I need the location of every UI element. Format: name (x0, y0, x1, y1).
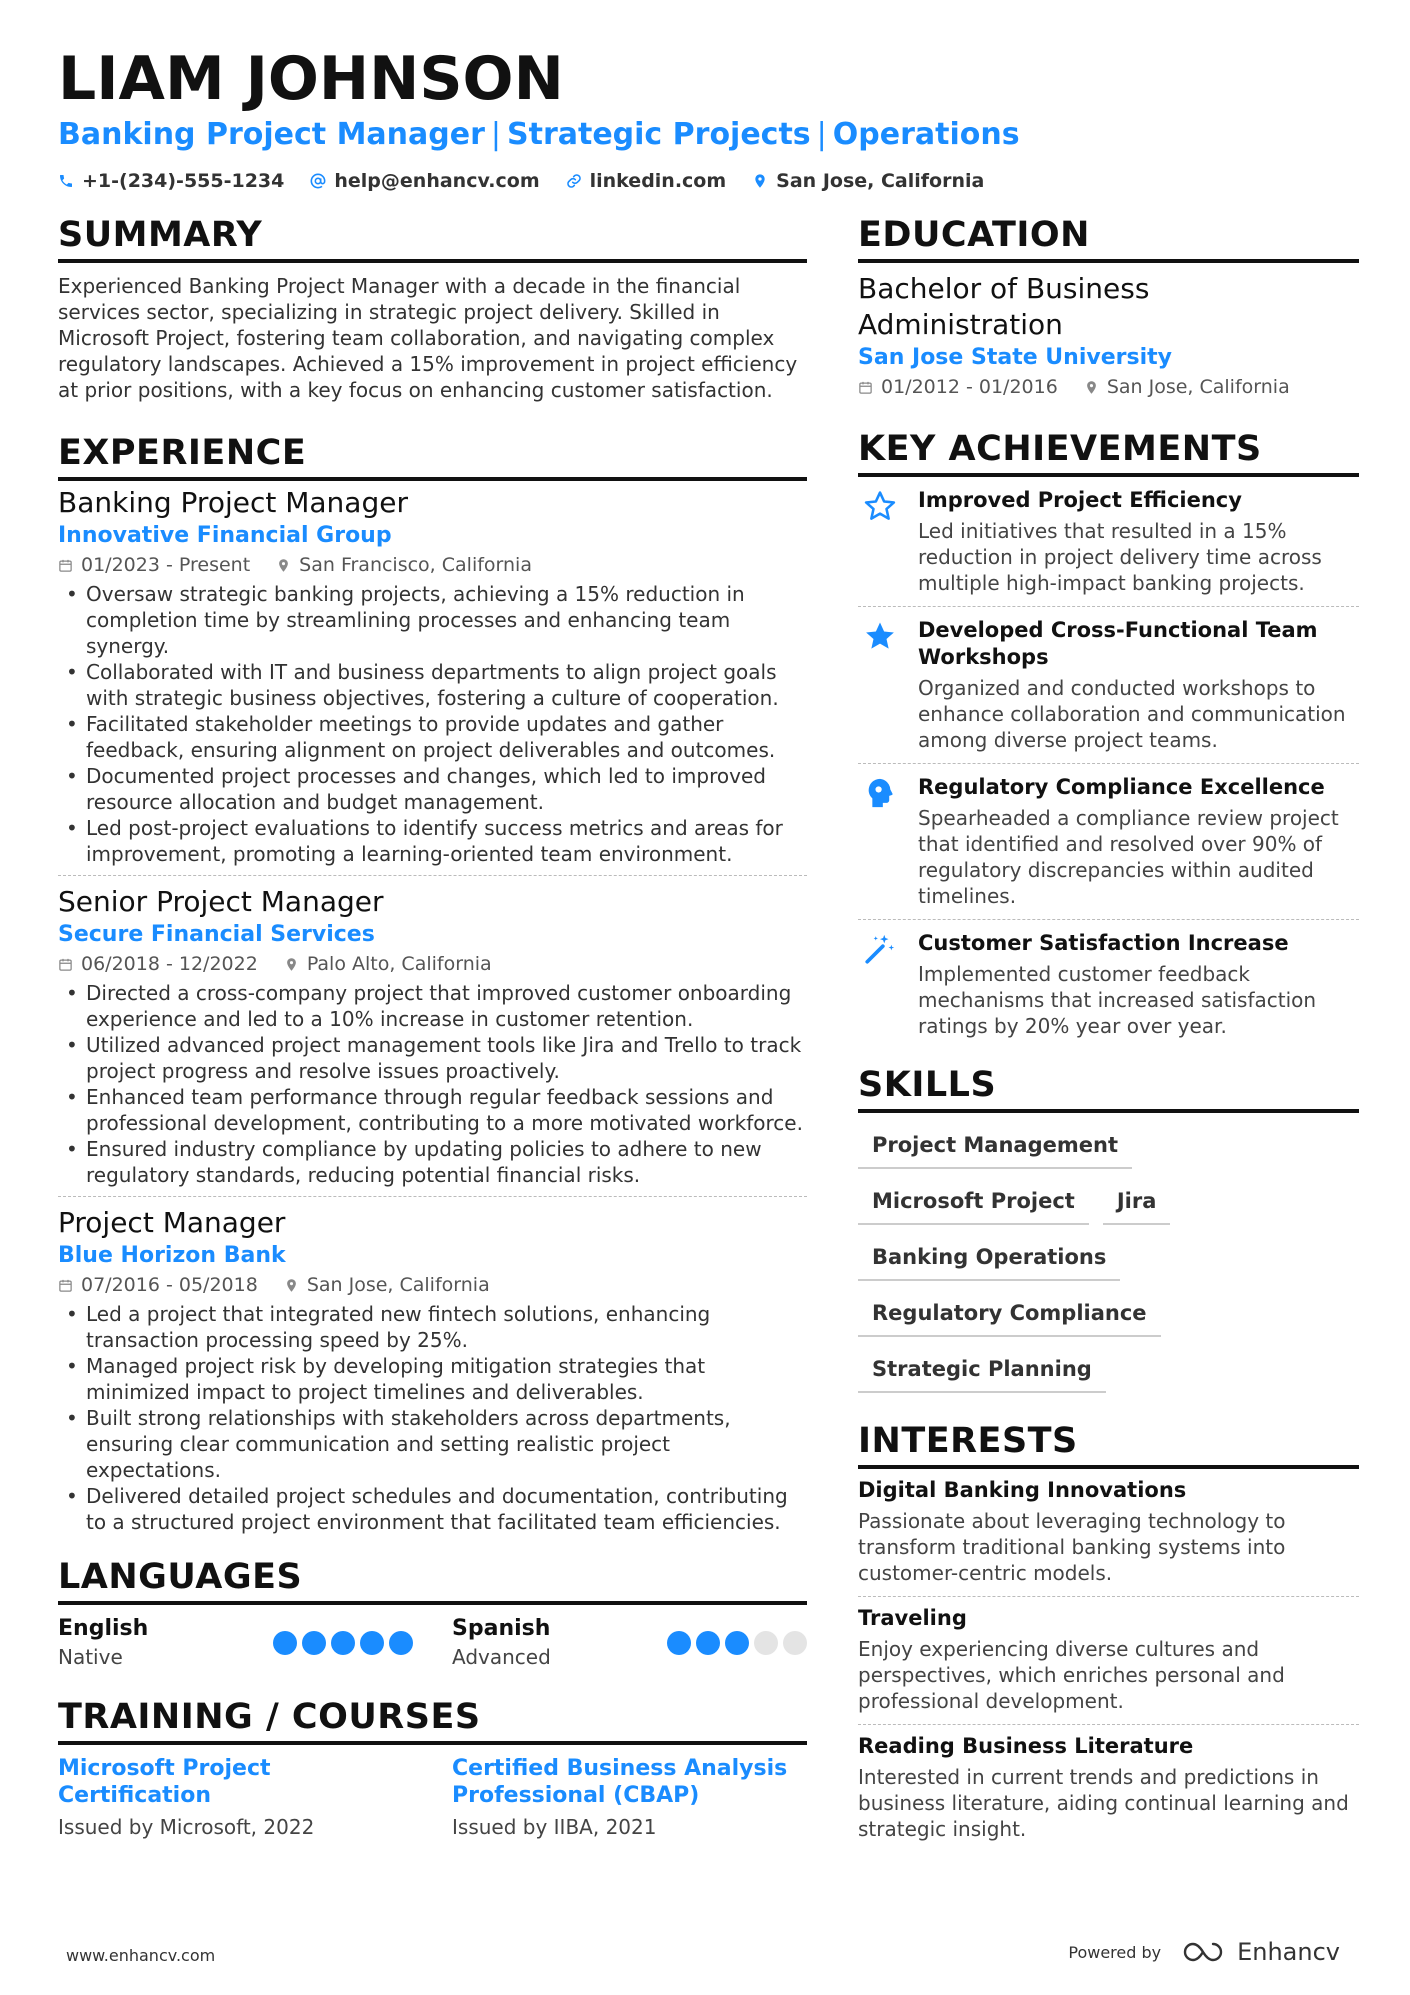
rating-dot-filled (725, 1631, 749, 1655)
course-title: Certified Business Analysis Professional (CBAP) (452, 1756, 788, 1808)
job-location (284, 1271, 490, 1299)
language-name: Spanish (452, 1616, 551, 1641)
achievements-list (858, 477, 1359, 1049)
job-bullet: • Utilized advanced project management tools like Jira and Trello to track project progress and resolve issues proactively. (58, 1032, 807, 1084)
interest-item (858, 1724, 1359, 1852)
interest-desc: Passionate about leveraging technology to transform traditional banking systems into customer-centric models. (858, 1509, 1286, 1585)
link-icon (566, 173, 582, 189)
interest-item (858, 1596, 1359, 1724)
job-bullet: • Facilitated stakeholder meetings to provide updates and gather feedback, ensuring alignment on project deliverables and outcomes. (58, 711, 807, 763)
job-dates-text: 01/2023 - Present (81, 554, 251, 576)
footer-website[interactable]: www.enhancv.com (66, 1946, 216, 1965)
job-bullet: • Ensured industry compliance by updating policies to adhere to new regulatory standards, reducing potential financial risks. (58, 1136, 807, 1188)
experience-item (58, 485, 807, 875)
skill-tag: Jira (1103, 1183, 1171, 1225)
job-bullet: • Delivered detailed project schedules and documentation, contributing to a structured project environment that facilitated team efficiencies. (58, 1483, 807, 1535)
job-title: Project Manager (58, 1206, 286, 1239)
rating-dot-filled (360, 1631, 384, 1655)
rating-dot-filled (331, 1631, 355, 1655)
company-name: Blue Horizon Bank (58, 1243, 286, 1268)
email-address: help@enhancv.com (334, 170, 540, 192)
job-location-text: Palo Alto, California (306, 953, 492, 975)
rating-dot-filled (389, 1631, 413, 1655)
experience-item (58, 875, 807, 1196)
job-bullet: • Documented project processes and changes, which led to improved resource allocation and budget management. (58, 763, 807, 815)
course-title: Microsoft Project Certification (58, 1756, 271, 1808)
calendar-icon (58, 957, 73, 972)
achievement-title: Customer Satisfaction Increase (918, 931, 1289, 955)
location-pin-icon (284, 957, 299, 972)
headline-separator: | (490, 117, 501, 152)
language-level: Advanced (452, 1645, 551, 1669)
magic-wand-icon (863, 932, 897, 966)
languages-list (58, 1615, 807, 1671)
job-bullet: • Collaborated with IT and business departments to align project goals with strategic business objectives, fostering a culture of cooperation. (58, 659, 807, 711)
training-list (58, 1755, 807, 1841)
skills-heading: SKILLS (858, 1065, 1359, 1113)
job-location-text: San Jose, California (306, 1274, 490, 1296)
languages-heading: LANGUAGES (58, 1557, 807, 1605)
achievement-desc: Implemented customer feedback mechanisms that increased satisfaction ratings by 20% year over year. (918, 962, 1317, 1038)
job-bullet: • Led post-project evaluations to identify success metrics and areas for improvement, promoting a learning-oriented team environment. (58, 815, 807, 867)
education-heading: EDUCATION (858, 215, 1359, 263)
achievement-title: Improved Project Efficiency (918, 488, 1242, 512)
job-dates (58, 950, 258, 978)
achievement-body (918, 617, 1359, 753)
interest-title: Digital Banking Innovations (858, 1478, 1187, 1502)
achievement-desc: Spearheaded a compliance review project that identified and resolved over 90% of regulatory discrepancies within audited timelines. (918, 806, 1339, 908)
achievement-icon-wrap (858, 487, 902, 596)
skill-tag: Banking Operations (858, 1239, 1120, 1281)
contact-phone[interactable] (58, 170, 284, 192)
job-meta (58, 1271, 807, 1299)
job-title: Senior Project Manager (58, 885, 384, 918)
rating-dot-filled (302, 1631, 326, 1655)
skill-tag: Microsoft Project (858, 1183, 1089, 1225)
achievement-item (858, 606, 1359, 763)
job-location (276, 551, 532, 579)
location-pin-icon (1084, 380, 1099, 395)
calendar-icon (58, 558, 73, 573)
calendar-icon (858, 380, 873, 395)
calendar-icon (58, 1278, 73, 1293)
job-meta (58, 551, 807, 579)
company-name: Secure Financial Services (58, 922, 375, 947)
contact-location (752, 170, 984, 192)
achievement-icon-wrap (858, 617, 902, 753)
right-column (858, 215, 1359, 1852)
interest-title: Reading Business Literature (858, 1734, 1194, 1758)
achievement-desc: Led initiatives that resulted in a 15% reduction in project delivery time across multiple high-impact banking projects. (918, 519, 1322, 595)
language-item (58, 1615, 413, 1671)
job-bullets (58, 1301, 807, 1535)
job-bullet: • Managed project risk by developing mitigation strategies that minimized impact to project timelines and deliverables. (58, 1353, 807, 1405)
headline (58, 117, 1020, 152)
rating-dot-filled (667, 1631, 691, 1655)
star-filled-icon (863, 619, 897, 653)
contact-linkedin[interactable] (566, 170, 727, 192)
interest-item (858, 1469, 1359, 1596)
headline-separator: | (816, 117, 827, 152)
rating-dot-filled (696, 1631, 720, 1655)
achievement-body (918, 487, 1359, 596)
job-title: Banking Project Manager (58, 486, 408, 519)
brand-logo[interactable] (1183, 1938, 1340, 1966)
course-issuer: Issued by IIBA, 2021 (452, 1815, 657, 1839)
achievement-item (858, 919, 1359, 1049)
headline-area: Operations (832, 117, 1020, 152)
education-dates-text: 01/2012 - 01/2016 (881, 376, 1058, 398)
job-location (284, 950, 492, 978)
location-pin-icon (284, 1278, 299, 1293)
language-item (452, 1615, 807, 1671)
job-bullet: • Led a project that integrated new fintech solutions, enhancing transaction processing speed by 25%. (58, 1301, 807, 1353)
education-location-text: San Jose, California (1106, 376, 1290, 398)
job-dates-text: 07/2016 - 05/2018 (81, 1274, 258, 1296)
course-item (58, 1755, 413, 1841)
language-level: Native (58, 1645, 123, 1669)
job-bullet: • Oversaw strategic banking projects, achieving a 15% reduction in completion time by streamlining processes and enhancing team synergy. (58, 581, 807, 659)
achievement-icon-wrap (858, 930, 902, 1039)
rating-dot-filled (273, 1631, 297, 1655)
education-meta (858, 373, 1359, 401)
achievement-item (858, 763, 1359, 919)
job-bullet: • Enhanced team performance through regular feedback sessions and professional development, contributing to a more motivated workforce. (58, 1084, 807, 1136)
interests-heading: INTERESTS (858, 1421, 1359, 1469)
location-pin-icon (752, 173, 768, 189)
course-issuer: Issued by Microsoft, 2022 (58, 1815, 315, 1839)
summary-heading: SUMMARY (58, 215, 807, 263)
linkedin-link: linkedin.com (589, 170, 727, 192)
job-dates-text: 06/2018 - 12/2022 (81, 953, 258, 975)
education-location (1084, 373, 1290, 401)
skills-list (858, 1127, 1359, 1393)
phone-icon (58, 173, 74, 189)
achievement-body (918, 930, 1359, 1039)
interest-title: Traveling (858, 1606, 967, 1630)
course-item (452, 1755, 807, 1841)
language-rating (273, 1631, 413, 1655)
candidate-name: LIAM JOHNSON (58, 44, 564, 114)
rating-dot-empty (754, 1631, 778, 1655)
job-bullets (58, 980, 807, 1188)
school-name: San Jose State University (858, 345, 1172, 370)
enhancv-logo-icon (1183, 1941, 1229, 1963)
skill-tag: Project Management (858, 1127, 1132, 1169)
job-meta (58, 950, 807, 978)
training-heading: TRAINING / COURSES (58, 1697, 807, 1745)
interest-desc: Interested in current trends and predictions in business literature, aiding continual learning and strategic insight. (858, 1765, 1349, 1841)
degree-title: Bachelor of Business Administration (858, 272, 1150, 341)
education-dates (858, 373, 1058, 401)
achievements-heading: KEY ACHIEVEMENTS (858, 429, 1359, 477)
rating-dot-empty (783, 1631, 807, 1655)
headline-role: Banking Project Manager (58, 117, 485, 152)
achievement-body (918, 774, 1359, 909)
skill-tag: Regulatory Compliance (858, 1295, 1161, 1337)
language-rating (667, 1631, 807, 1655)
job-location-text: San Francisco, California (299, 554, 532, 576)
job-dates (58, 551, 250, 579)
interests-list (858, 1469, 1359, 1852)
language-name: English (58, 1616, 149, 1641)
job-bullet: • Directed a cross-company project that improved customer onboarding experience and led to a 10% increase in customer retention. (58, 980, 807, 1032)
achievement-title: Developed Cross-Functional Team Workshops (918, 618, 1318, 669)
skill-tag: Strategic Planning (858, 1351, 1106, 1393)
left-column (58, 215, 807, 1841)
contact-email[interactable] (310, 170, 539, 192)
achievement-title: Regulatory Compliance Excellence (918, 775, 1325, 799)
powered-by-text: Powered by (1068, 1942, 1162, 1962)
experience-list (58, 485, 807, 1543)
experience-heading: EXPERIENCE (58, 433, 807, 481)
company-name: Innovative Financial Group (58, 523, 392, 548)
summary-text: Experienced Banking Project Manager with a decade in the financial services sector, specializing in strategic project delivery. Skilled in Microsoft Project, fostering team collaboration, and navigating complex regulatory landscapes. Achieved a 15% improvement in project efficiency at prior positions, with a key focus on enhancing customer satisfaction. (58, 274, 798, 402)
location-pin-icon (276, 558, 291, 573)
job-bullet: • Built strong relationships with stakeholders across departments, ensuring clear communication and setting realistic project expectations. (58, 1405, 807, 1483)
head-brain-icon (863, 776, 897, 810)
experience-item (58, 1196, 807, 1543)
achievement-item (858, 477, 1359, 606)
star-outline-icon (863, 489, 897, 523)
location-text: San Jose, California (776, 170, 985, 192)
headline-focus: Strategic Projects (507, 117, 811, 152)
achievement-icon-wrap (858, 774, 902, 909)
footer-branding (1068, 1938, 1340, 1966)
phone-number: +1-(234)-555-1234 (82, 170, 285, 192)
interest-desc: Enjoy experiencing diverse cultures and perspectives, which enriches personal and professional development. (858, 1637, 1285, 1713)
contact-bar (58, 170, 984, 192)
job-bullets (58, 581, 807, 867)
language-text (452, 1615, 551, 1671)
brand-name: Enhancv (1237, 1938, 1340, 1966)
job-dates (58, 1271, 258, 1299)
achievement-desc: Organized and conducted workshops to enhance collaboration and communication among diverse project teams. (918, 676, 1346, 752)
language-text (58, 1615, 148, 1671)
at-icon (310, 173, 326, 189)
